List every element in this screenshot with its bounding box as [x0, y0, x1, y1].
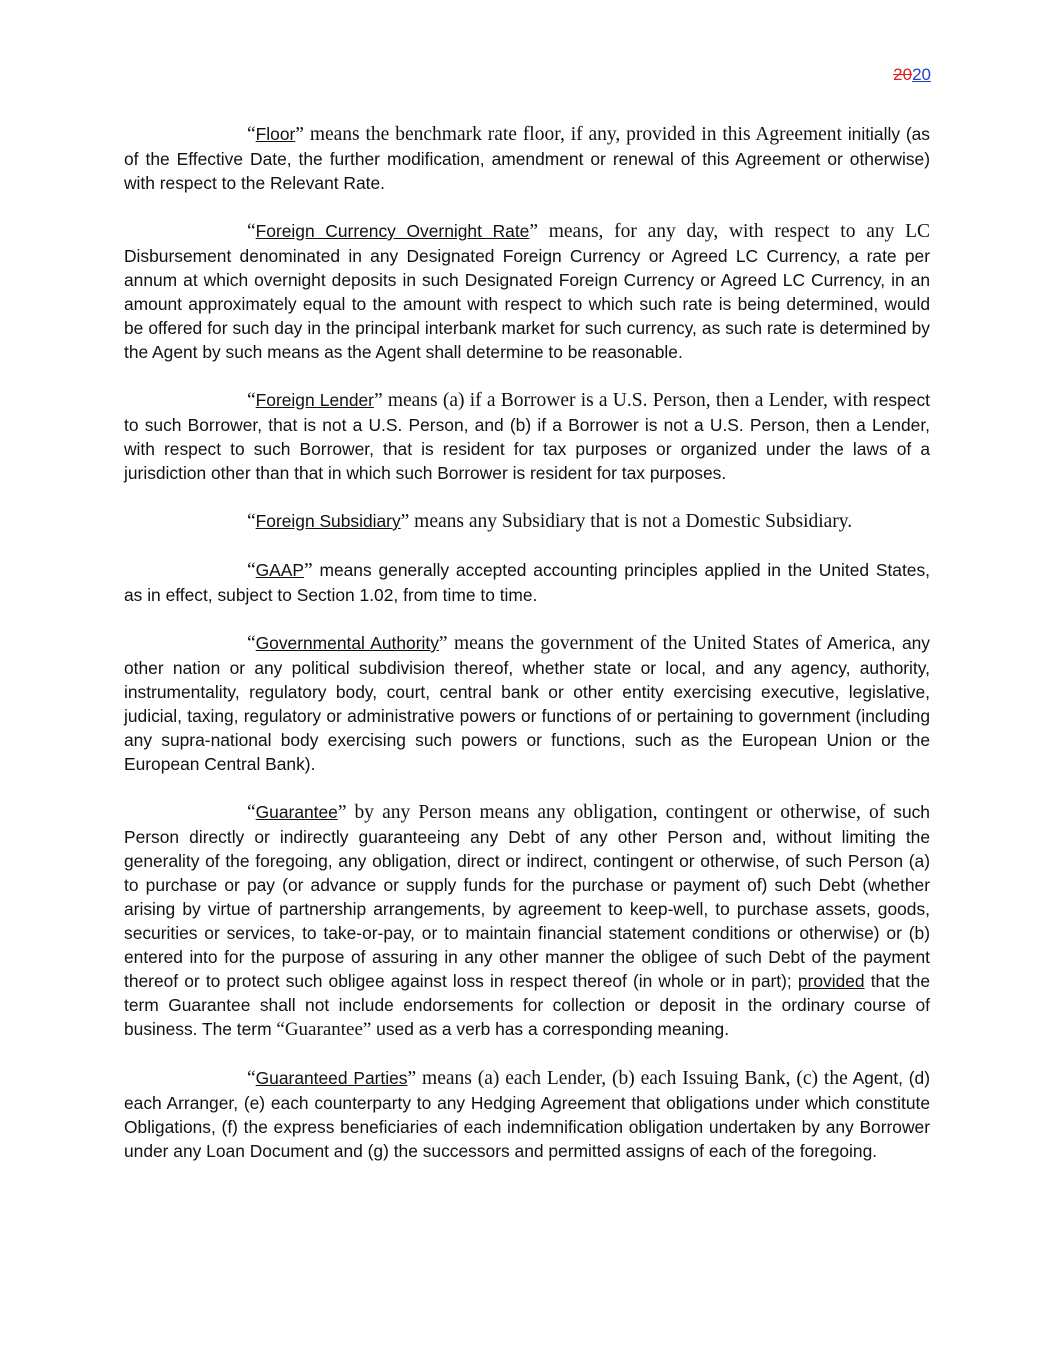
definition-text-end: used as a verb has a corresponding meaning. [371, 1019, 730, 1039]
definition-lead: ” means (a) if a Borrower is a U.S. Person, then a Lender, with [373, 390, 868, 411]
document-body [124, 122, 930, 1187]
page-number-inserted: 20 [912, 65, 931, 84]
open-quote: “ [247, 124, 256, 145]
open-quote: “ [247, 802, 256, 823]
defined-term: Foreign Subsidiary [255, 511, 401, 531]
quoted-term: “Guarantee” [276, 1019, 372, 1040]
defined-term: Guaranteed Parties [255, 1068, 408, 1088]
definition-lead: ” by any Person means any obligation, contingent or otherwise, of [337, 802, 886, 823]
page-number-deleted: 20 [893, 65, 913, 84]
open-quote: “ [247, 221, 256, 242]
definition-text-continued: that the term Guarantee shall not include endorsements for collection or deposit in the ordinary course of business. The term [124, 971, 930, 1039]
page-number [893, 63, 931, 87]
definition-floor [124, 122, 930, 195]
proviso-term: provided [797, 971, 865, 991]
definition-text: such Person directly or indirectly guaranteeing any Debt of any other Person and, without limiting the generality of the foregoing, any obligation, direct or indirect, contingent or otherwise, of such Person (a) to purchase or pay (or advance or supply funds for the purchase or payment of) such Debt (whether arising by virtue of partnership arrangements, by agreement to keep-well, to purchase assets, goods, securities or services, to take-or-pay, or to maintain financial statement conditions or otherwise) or (b) entered into for the purpose of assuring in any other manner the obligee of such Debt of the payment thereof or to protect such obligee against loss in respect thereof (in whole or in part); [124, 802, 930, 991]
definition-guaranteed-parties [124, 1066, 930, 1163]
definition-lead: ” means any Subsidiary that is not a Domestic Subsidiary. [400, 511, 853, 532]
defined-term: Governmental Authority [255, 633, 439, 653]
definition-governmental-authority [124, 631, 930, 776]
definition-text: Agent, (d) each Arranger, (e) each counterparty to any Hedging Agreement that obligations under which constitute Obligations, (f) the express beneficiaries of each indemnification obligation undertaken by any Borrower under any Loan Document and (g) the successors and permitted assigns of each of the foregoing. [124, 1068, 931, 1161]
definition-lead: ” [303, 560, 313, 581]
open-quote: “ [247, 390, 256, 411]
open-quote: “ [247, 511, 256, 532]
definition-foreign-subsidiary [124, 509, 930, 534]
open-quote: “ [247, 560, 256, 581]
open-quote: “ [247, 633, 256, 654]
definition-lead: ” means (a) each Lender, (b) each Issuing Bank, (c) the [407, 1068, 848, 1089]
open-quote: “ [247, 1068, 256, 1089]
definition-text: initially (as of the Effective Date, the further modification, amendment or renewal of this Agreement or otherwise) with respect to the Relevant Rate. [124, 124, 931, 193]
defined-term: Foreign Lender [255, 390, 374, 410]
defined-term: Foreign Currency Overnight Rate [255, 221, 530, 241]
defined-term: Guarantee [255, 802, 338, 822]
definition-text: respect to such Borrower, that is not a U.S. Person, and (b) if a Borrower is not a U.S. Person, then a Lender, with respect to such Borrower, that is resident for tax purposes or organized under the laws of a jurisdiction other than that in which such Borrower is resident for tax purposes. [124, 390, 930, 483]
definition-guarantee [124, 800, 930, 1042]
definition-foreign-lender [124, 388, 930, 485]
definition-text: America, any other nation or any political subdivision thereof, whether state or local, and any agency, authority, instrumentality, regulatory body, court, central bank or other entity exercising executive, legislative, judicial, taxing, regulatory or administrative powers or functions of or pertaining to government (including any supra-national body exercising such powers or functions, such as the European Union or the European Central Bank). [124, 633, 930, 774]
defined-term: Floor [255, 124, 296, 144]
definition-text: means generally accepted accounting principles applied in the United States, as in effect, subject to Section 1.02, from time to time. [124, 560, 930, 605]
definition-gaap [124, 558, 930, 607]
definition-lead: ” means the benchmark rate floor, if any, provided in this Agreement [295, 124, 842, 145]
defined-term: GAAP [255, 560, 304, 580]
definition-text: Disbursement denominated in any Designated Foreign Currency or Agreed LC Currency, a rate per annum at which overnight deposits in such Designated Foreign Currency or Agreed LC Currency, in an amount approximately equal to the amount with respect to which such rate is being determined, would be offered for such day in the principal interbank market for such currency, as such rate is determined by the Agent by such means as the Agent shall determine to be reasonable. [124, 246, 930, 362]
definition-lead: ” means the government of the United States of [438, 633, 822, 654]
definition-lead: ” means, for any day, with respect to any LC [529, 221, 930, 242]
definition-foreign-currency-overnight-rate [124, 219, 930, 364]
